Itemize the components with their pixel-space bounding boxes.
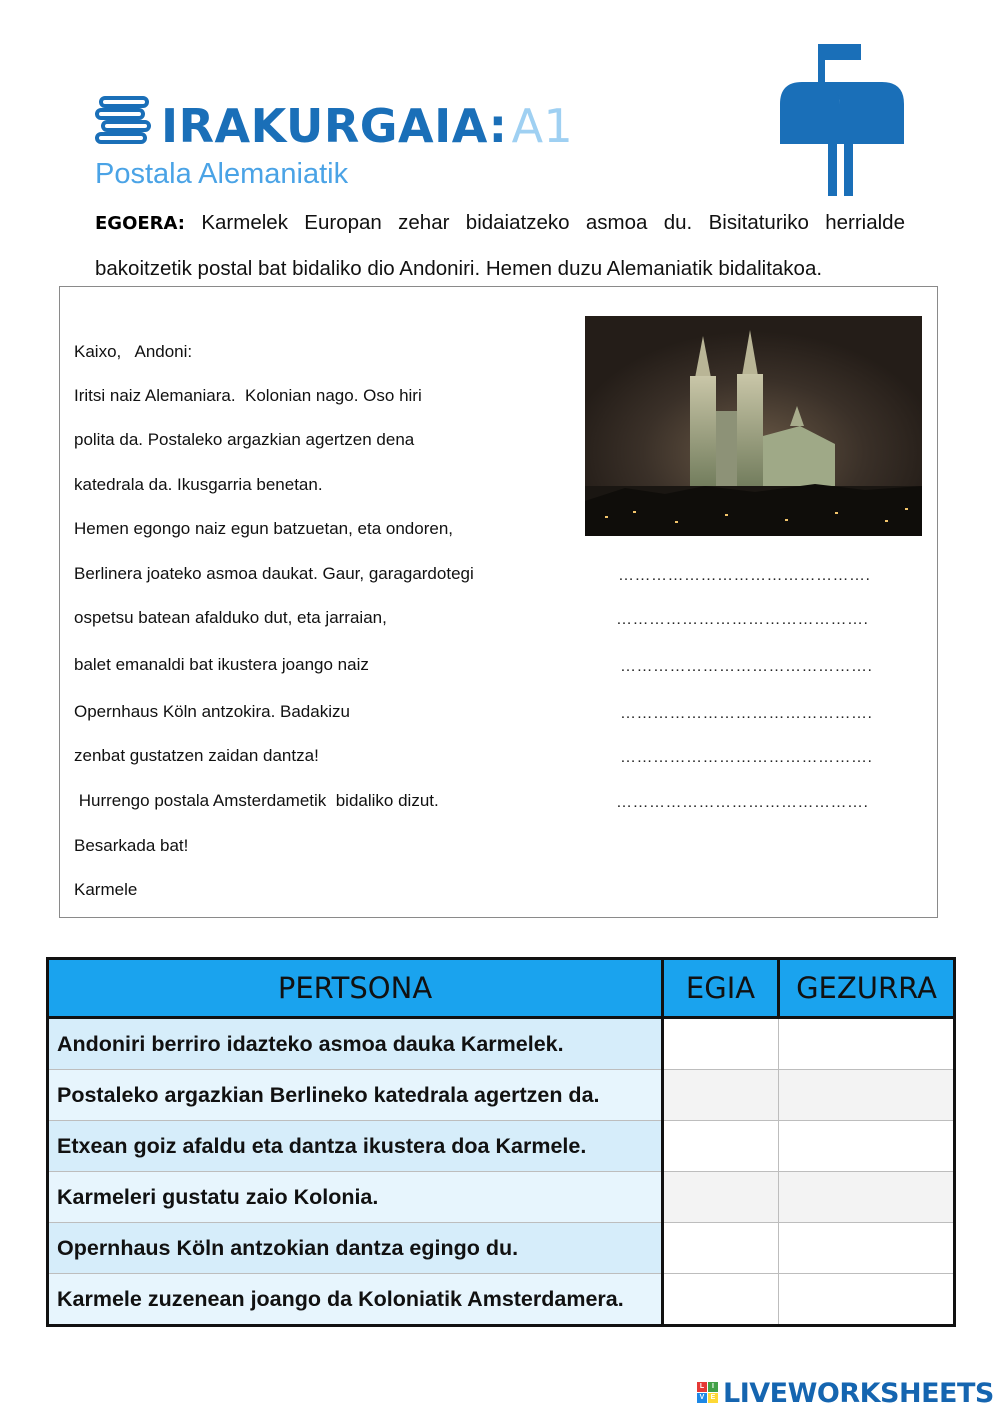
address-line[interactable]: ………………………………………. (620, 749, 873, 766)
situation-paragraph (95, 200, 905, 291)
header-gezurra: GEZURRA (779, 959, 955, 1018)
letter-line: Karmele (74, 880, 138, 899)
page-subtitle: Postala Alemaniatik (95, 158, 349, 190)
statement-cell: Etxean goiz afaldu eta dantza ikustera doa Karmele. (48, 1121, 663, 1172)
egia-checkbox[interactable] (663, 1121, 779, 1172)
table-row (48, 1172, 955, 1223)
letter-line: Besarkada bat! (74, 836, 189, 855)
true-false-table (46, 957, 956, 1327)
letter-line: zenbat gustatzen zaidan dantza! (74, 746, 319, 765)
letter-line: balet emanaldi bat ikustera joango naiz (74, 655, 369, 674)
books-icon (95, 96, 151, 144)
egia-checkbox[interactable] (663, 1070, 779, 1121)
gezurra-checkbox[interactable] (779, 1018, 955, 1070)
table-header-row (48, 959, 955, 1018)
gezurra-checkbox[interactable] (779, 1121, 955, 1172)
egia-checkbox[interactable] (663, 1172, 779, 1223)
letter-line: Hemen egongo naiz egun batzuetan, eta ondoren, (74, 519, 454, 538)
letter-line: ospetsu batean afalduko dut, eta jarraian, (74, 608, 387, 627)
statement-cell: Opernhaus Köln antzokian dantza egingo du. (48, 1223, 663, 1274)
level-badge: A1 (511, 99, 574, 153)
cathedral-photo (585, 316, 922, 536)
egia-checkbox[interactable] (663, 1223, 779, 1274)
address-line[interactable]: ………………………………………. (618, 567, 871, 584)
table-row (48, 1070, 955, 1121)
statement-cell: Karmeleri gustatu zaio Kolonia. (48, 1172, 663, 1223)
postcard (59, 286, 938, 918)
egia-checkbox[interactable] (663, 1018, 779, 1070)
table-row (48, 1018, 955, 1070)
table-row (48, 1121, 955, 1172)
letter-line: Berlinera joateko asmoa daukat. Gaur, garagardotegi (74, 564, 474, 583)
address-line[interactable]: ………………………………………. (616, 611, 869, 628)
table-row (48, 1274, 955, 1326)
letter-line: Iritsi naiz Alemaniara. Kolonian nago. Oso hiri (74, 386, 422, 405)
gezurra-checkbox[interactable] (779, 1070, 955, 1121)
address-line[interactable]: ………………………………………. (620, 705, 873, 722)
letter-line: Hurrengo postala Amsterdametik bidaliko dizut. (74, 791, 439, 810)
gezurra-checkbox[interactable] (779, 1274, 955, 1326)
address-line[interactable]: ………………………………………. (620, 658, 873, 675)
address-line[interactable]: ………………………………………. (616, 794, 869, 811)
letter-line: katedrala da. Ikusgarria benetan. (74, 475, 323, 494)
statement-cell: Andoniri berriro idazteko asmoa dauka Karmelek. (48, 1018, 663, 1070)
page-title (161, 100, 573, 152)
header-egia: EGIA (663, 959, 779, 1018)
title-text: IRAKURGAIA: (161, 99, 508, 153)
letter-line: polita da. Postaleko argazkian agertzen dena (74, 430, 415, 449)
gezurra-checkbox[interactable] (779, 1172, 955, 1223)
statement-cell: Karmele zuzenean joango da Koloniatik Amsterdamera. (48, 1274, 663, 1326)
liveworksheets-badge-icon: L I V E (697, 1382, 719, 1404)
liveworksheets-brand: LIVEWORKSHEETS (723, 1377, 994, 1409)
header-pertsona: PERTSONA (48, 959, 663, 1018)
letter-line: Opernhaus Köln antzokira. Badakizu (74, 702, 350, 721)
situation-text: Karmelek Europan zehar bidaiatzeko asmoa du. Bisitaturiko herrialde bakoitzetik postal bat bidaliko dio Andoniri. Hemen duzu Alemaniatik bidalitakoa. (95, 211, 905, 280)
statement-cell: Postaleko argazkian Berlineko katedrala agertzen da. (48, 1070, 663, 1121)
egia-checkbox[interactable] (663, 1274, 779, 1326)
letter-line: Kaixo, Andoni: (74, 342, 193, 361)
liveworksheets-logo[interactable] (697, 1378, 994, 1408)
table-row (48, 1223, 955, 1274)
situation-label: EGOERA: (95, 213, 185, 234)
gezurra-checkbox[interactable] (779, 1223, 955, 1274)
mailbox-icon (778, 42, 906, 197)
